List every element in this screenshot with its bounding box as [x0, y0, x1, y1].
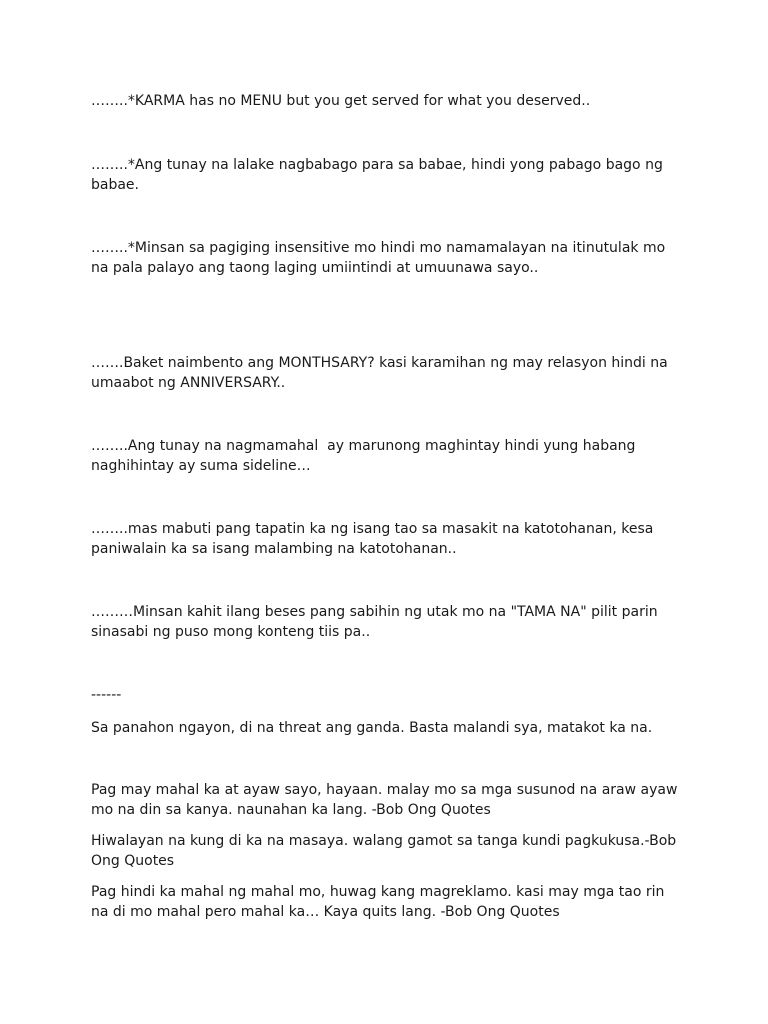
quote-bob-ong-2: Hiwalayan na kung di ka na masaya. walang gamot sa tanga kundi pagkukusa.-Bob Ong Quotes — [91, 833, 681, 869]
quote-nagmamahal: ……..Ang tunay na nagmamahal ay marunong maghintay hindi yung habang naghihintay ay suma sideline… — [91, 438, 640, 474]
quote-karma: ……..*KARMA has no MENU but you get served for what you deserved.. — [91, 93, 591, 109]
quote-tama-na: ………Minsan kahit ilang beses pang sabihin ng utak mo na "TAMA NA" pilit parin sinasabi ng puso mong konteng tiis pa.. — [91, 604, 663, 640]
section-divider: ------ — [91, 687, 122, 703]
quote-threat-ang-ganda: Sa panahon ngayon, di na threat ang ganda. Basta malandi sya, matakot ka na. — [91, 720, 653, 736]
quote-tunay-na-lalake: ……..*Ang tunay na lalake nagbabago para sa babae, hindi yong pabago bago ng babae. — [91, 157, 668, 193]
quote-monthsary: …….Baket naimbento ang MONTHSARY? kasi karamihan ng may relasyon hindi na umaabot ng ANNIVERSARY.. — [91, 355, 673, 391]
quote-insensitive: ……..*Minsan sa pagiging insensitive mo hindi mo namamalayan na itinutulak mo na pala palayo ang taong laging umiintindi at umuunawa sayo.. — [91, 240, 670, 276]
quote-katotohanan: ……..mas mabuti pang tapatin ka ng isang tao sa masakit na katotohanan, kesa paniwalain ka sa isang malambing na katotohanan.. — [91, 521, 658, 557]
quote-bob-ong-1: Pag may mahal ka at ayaw sayo, hayaan. malay mo sa mga susunod na araw ayaw mo na din sa kanya. naunahan ka lang. -Bob Ong Quotes — [91, 782, 682, 818]
quote-bob-ong-3: Pag hindi ka mahal ng mahal mo, huwag kang magreklamo. kasi may mga tao rin na di mo mahal pero mahal ka… Kaya quits lang. -Bob Ong Quotes — [91, 884, 669, 920]
